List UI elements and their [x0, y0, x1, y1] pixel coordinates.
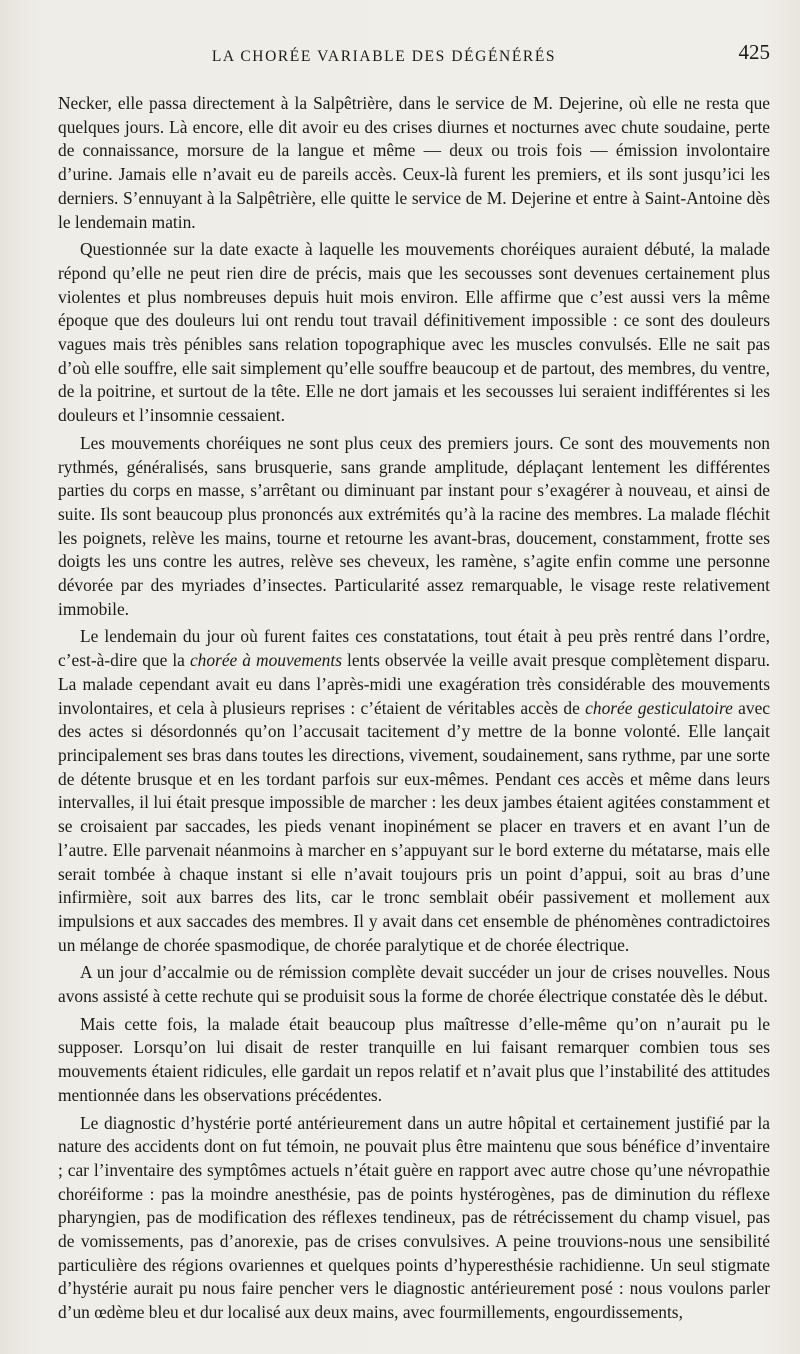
paragraph-next-day	[58, 625, 770, 957]
paragraph-diagnosis: Le diagnostic d’hystérie porté antérieurement dans un autre hôpital et certainement justifié par la nature des accidents dont on fut témoin, ne pouvait plus être maintenu que sous bénéfice d’inventaire ; car l’inventaire des symptômes actuels n’était guère en rapport avec autre chose qu’une névropathie choréiforme : pas la moindre anesthésie, pas de points hystérogènes, pas de diminution du réflexe pharyngien, pas de modification des réflexes tendineux, pas de rétrécissement du champ visuel, pas de vomissements, pas d’anorexie, pas de crises convulsives. A peine trouvions-nous une sensibilité particulière des régions ovariennes et quelques points d’hyperesthésie rachidienne. Un seul stigmate d’hystérie aurait pu nous faire pencher vers le diagnostic antérieurement posé : nous voulons parler d’un œdème bleu et dur localisé aux deux mains, avec fourmillements, engourdissements,	[58, 1112, 770, 1323]
paragraph-relapse: A un jour d’accalmie ou de rémission complète devait succéder un jour de crises nouvelles. Nous avons assisté à cette rechute qui se produisit sous la forme de chorée électrique constatée dès le début.	[58, 962, 770, 1007]
italic-term-chorea-gesticulatory: chorée gesticulatoire	[585, 697, 733, 718]
italic-term-chorea-slow: chorée à mouvements	[189, 650, 342, 671]
text-span: Le lendemain du jour où furent faites ces constatations, tout était à peu près rentré dans l’ordre, c’est-à-dire que la	[58, 626, 770, 671]
paragraph-continuation: Necker, elle passa directement à la Salpêtrière, dans le service de M. Dejerine, où elle ne resta que quelques jours. Là encore, elle dit avoir eu des crises diurnes et nocturnes avec chute soudaine, perte de connaissance, morsure de la langue et même — deux ou trois fois — émission involontaire d’urine. Jamais elle n’avait eu de pareils accès. Ceux-là furent les premiers, et ils sont jusqu’ici les derniers. S’ennuyant à la Salpêtrière, elle quitte le service de M. Dejerine et entre à Saint-Antoine dès le lendemain matin.	[58, 93, 770, 232]
running-head	[58, 40, 770, 80]
paragraph-movements: Les mouvements choréiques ne sont plus ceux des premiers jours. Ce sont des mouvements non rythmés, généralisés, sans brusquerie, sans grande amplitude, déplaçant lentement les différentes parties du corps en masse, s’arrêtant ou diminuant par instant pour s’exagérer à nouveau, et ainsi de suite. Ils sont beaucoup plus prononcés aux extrémités qu’à la racine des membres. La malade fléchit les poignets, relève les mains, tourne et retourne les avant-bras, doucement, constamment, frotte ses doigts les uns contre les autres, relève ses cheveux, les ramène, s’agite enfin comme une personne dévorée par des myriades d’insectes. Particularité assez remarquable, le visage reste relativement immobile.	[58, 432, 770, 619]
paragraph-self-control: Mais cette fois, la malade était beaucoup plus maîtresse d’elle-même qu’on n’aurait pu le supposer. Lorsqu’on lui disait de rester tranquille en lui faisant remarquer combien tous ses mouvements étaient ridicules, elle gardait un repos relatif et n’avait plus que l’instabilité des attitudes mentionnée dans les observations précédentes.	[58, 1013, 770, 1105]
paragraph-questioning: Questionnée sur la date exacte à laquelle les mouvements choréiques auraient débuté, la malade répond qu’elle ne peut rien dire de précis, mais que les secousses sont devenues certainement plus violentes et plus nombreuses depuis huit mois environ. Elle affirme que c’est aussi vers la même époque que des douleurs lui ont rendu tout travail définitivement impossible : ce sont des douleurs vagues mais très pénibles sans relation topographique avec les muscles convulsés. Elle ne sait pas d’où elle souffre, elle sait simplement qu’elle souffre beaucoup et de partout, des membres, du ventre, de la poitrine, et surtout de la tête. Elle ne dort jamais et les secousses lui seraient indifférentes si les douleurs et l’insomnie cessaient.	[58, 239, 770, 426]
page-number: 425	[738, 40, 770, 64]
running-title: LA CHORÉE VARIABLE DES DÉGÉNÉRÉS	[211, 48, 557, 65]
text-span: lents observée la veille avait presque complètement disparu. La malade cependant avait eu dans l’après-midi une exagération très considérable des mouvements involontaires, et cela à plusieurs reprises : c’étaient de véritables accès de	[58, 650, 771, 718]
text-span: avec des actes si désordonnés qu’on l’accusait tacitement d’y mettre de la bonne volonté. Elle lançait principalement ses bras dans toutes les directions, vivement, soudainement, sans rythme, par une sorte de détente brusque et en les tordant parfois sur eux-mêmes. Pendant ces accès et même dans leurs intervalles, il lui était presque impossible de marcher : les deux jambes étaient agitées constamment et se croisaient par saccades, les pieds venant inopinément se placer en travers et en avant l’un de l’autre. Elle parvenait néanmoins à marcher en s’appuyant sur le bord externe du métatarse, mais elle serait tombée à chaque instant si elle n’avait toujours pris un point d’appui, soit au bras d’une infirmière, soit aux barres des lits, car le tronc semblait obéir passivement et mollement aux impulsions et aux saccades des membres. Il y avait dans cet ensemble de phénomènes contradictoires un mélange de chorée spasmodique, de chorée paralytique et de chorée électrique.	[58, 697, 771, 955]
body-text	[58, 92, 770, 1325]
